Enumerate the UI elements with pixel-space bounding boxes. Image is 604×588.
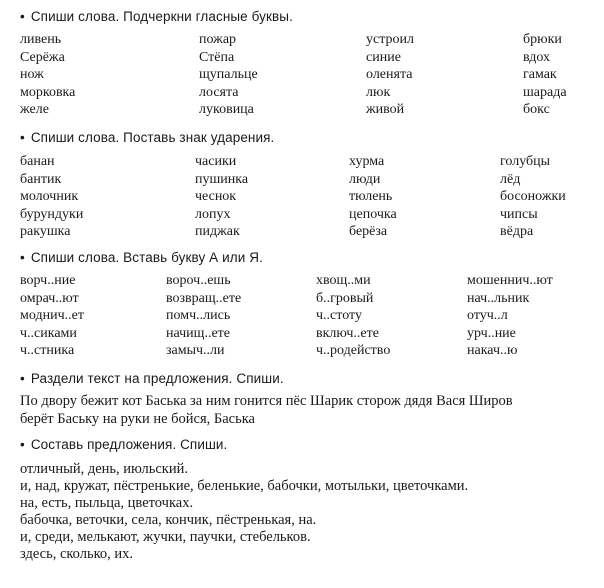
- word-item: ливень: [20, 32, 62, 47]
- word-item: лёд: [500, 171, 521, 187]
- word-item: Серёжа: [20, 49, 65, 65]
- bullet-icon: •: [20, 130, 25, 145]
- word-item: пушинка: [195, 171, 249, 187]
- word-item: чипсы: [500, 206, 538, 222]
- word-item: синие: [366, 49, 401, 65]
- word-item: б..гровый: [316, 290, 374, 306]
- word-item: ч..стника: [20, 343, 75, 358]
- word-item: люди: [349, 171, 381, 187]
- bullet-icon: •: [20, 250, 25, 265]
- word-item: оленята: [366, 67, 413, 82]
- word-item: ч..стоту: [316, 308, 362, 323]
- sentence-line-4: бабочка, веточки, села, кончик, пёстренькая, на.: [20, 512, 317, 528]
- word-item: мошеннич..ют: [467, 273, 553, 288]
- word-item: помч..лись: [166, 308, 231, 323]
- heading-text: Спиши слова. Вставь букву А или Я.: [30, 250, 263, 265]
- word-item: брюки: [523, 32, 562, 47]
- section-1-heading: [20, 9, 293, 24]
- word-item: часики: [195, 154, 237, 169]
- word-item: банан: [20, 154, 55, 169]
- word-item: лосята: [199, 84, 239, 100]
- word-item: берёза: [349, 224, 388, 239]
- sentence-line-3: на, есть, пыльца, цветочках.: [20, 495, 194, 511]
- word-item: ч..сиками: [20, 325, 77, 341]
- word-item: морковка: [20, 84, 76, 100]
- word-item: хвощ..ми: [316, 273, 371, 288]
- word-item: хурма: [349, 154, 385, 169]
- word-item: лопух: [195, 206, 231, 222]
- word-item: моднич..ет: [20, 308, 84, 323]
- word-item: ч..родейство: [316, 343, 391, 358]
- section-3-heading: [20, 250, 263, 265]
- word-item: вдох: [523, 49, 551, 65]
- word-item: накач..ю: [467, 343, 518, 358]
- word-item: устроил: [366, 32, 414, 47]
- word-item: Стёпа: [199, 49, 235, 65]
- word-item: живой: [366, 102, 405, 117]
- word-item: цепочка: [349, 206, 397, 222]
- word-item: желе: [20, 102, 49, 117]
- word-item: гамак: [523, 67, 557, 82]
- word-item: бурундуки: [20, 206, 84, 222]
- heading-text: Спиши слова. Подчеркни гласные буквы.: [30, 9, 293, 24]
- word-item: нач..льник: [467, 290, 530, 306]
- word-item: щупальце: [199, 67, 258, 82]
- word-item: отуч..л: [467, 308, 508, 323]
- sentence-line-2: и, над, кружат, пёстренькие, беленькие, бабочки, мотыльки, цветочками.: [20, 478, 469, 494]
- word-item: включ..ете: [316, 325, 379, 341]
- word-item: вёдра: [500, 224, 534, 239]
- sentence-line-1: отличный, день, июльский.: [20, 461, 188, 477]
- word-item: голубцы: [500, 154, 551, 169]
- word-item: омрач..ют: [20, 290, 79, 306]
- heading-text: Спиши слова. Поставь знак ударения.: [30, 130, 275, 145]
- word-item: люк: [366, 84, 391, 100]
- section-4-heading: [20, 371, 284, 386]
- word-item: пожар: [199, 32, 237, 47]
- word-item: босоножки: [500, 189, 566, 204]
- word-item: чеснок: [195, 189, 237, 204]
- sentence-line-5: и, среди, мелькают, жучки, паучки, стебельков.: [20, 529, 311, 545]
- section-4-text-line-2: берёт Баську на руки не бойся, Баська: [20, 411, 255, 427]
- section-2-heading: [20, 130, 274, 145]
- word-item: вороч..ешь: [166, 273, 231, 288]
- bullet-icon: •: [20, 371, 25, 386]
- word-item: луковица: [199, 102, 254, 117]
- word-item: тюлень: [349, 189, 393, 204]
- bullet-icon: •: [20, 9, 25, 24]
- word-item: нож: [20, 67, 44, 82]
- word-item: начищ..ете: [166, 325, 231, 341]
- section-5-heading: [20, 437, 227, 452]
- word-item: молочник: [20, 189, 79, 204]
- word-item: бантик: [20, 171, 62, 187]
- word-item: ворч..ние: [20, 273, 76, 288]
- bullet-icon: •: [20, 437, 25, 452]
- word-item: бокс: [523, 102, 550, 117]
- heading-text: Составь предложения. Спиши.: [30, 437, 228, 452]
- heading-text: Раздели текст на предложения. Спиши.: [30, 371, 284, 386]
- word-item: ракушка: [20, 224, 71, 239]
- word-item: возвращ..ете: [166, 290, 242, 306]
- word-item: урч..ние: [467, 325, 516, 341]
- word-item: замыч..ли: [166, 343, 225, 358]
- section-4-text-line-1: По двору бежит кот Баська за ним гонится пёс Шарик сторож дядя Вася Широв: [20, 393, 513, 409]
- sentence-line-6: здесь, сколько, их.: [20, 546, 134, 562]
- word-item: пиджак: [195, 224, 240, 239]
- word-item: шарада: [523, 84, 567, 100]
